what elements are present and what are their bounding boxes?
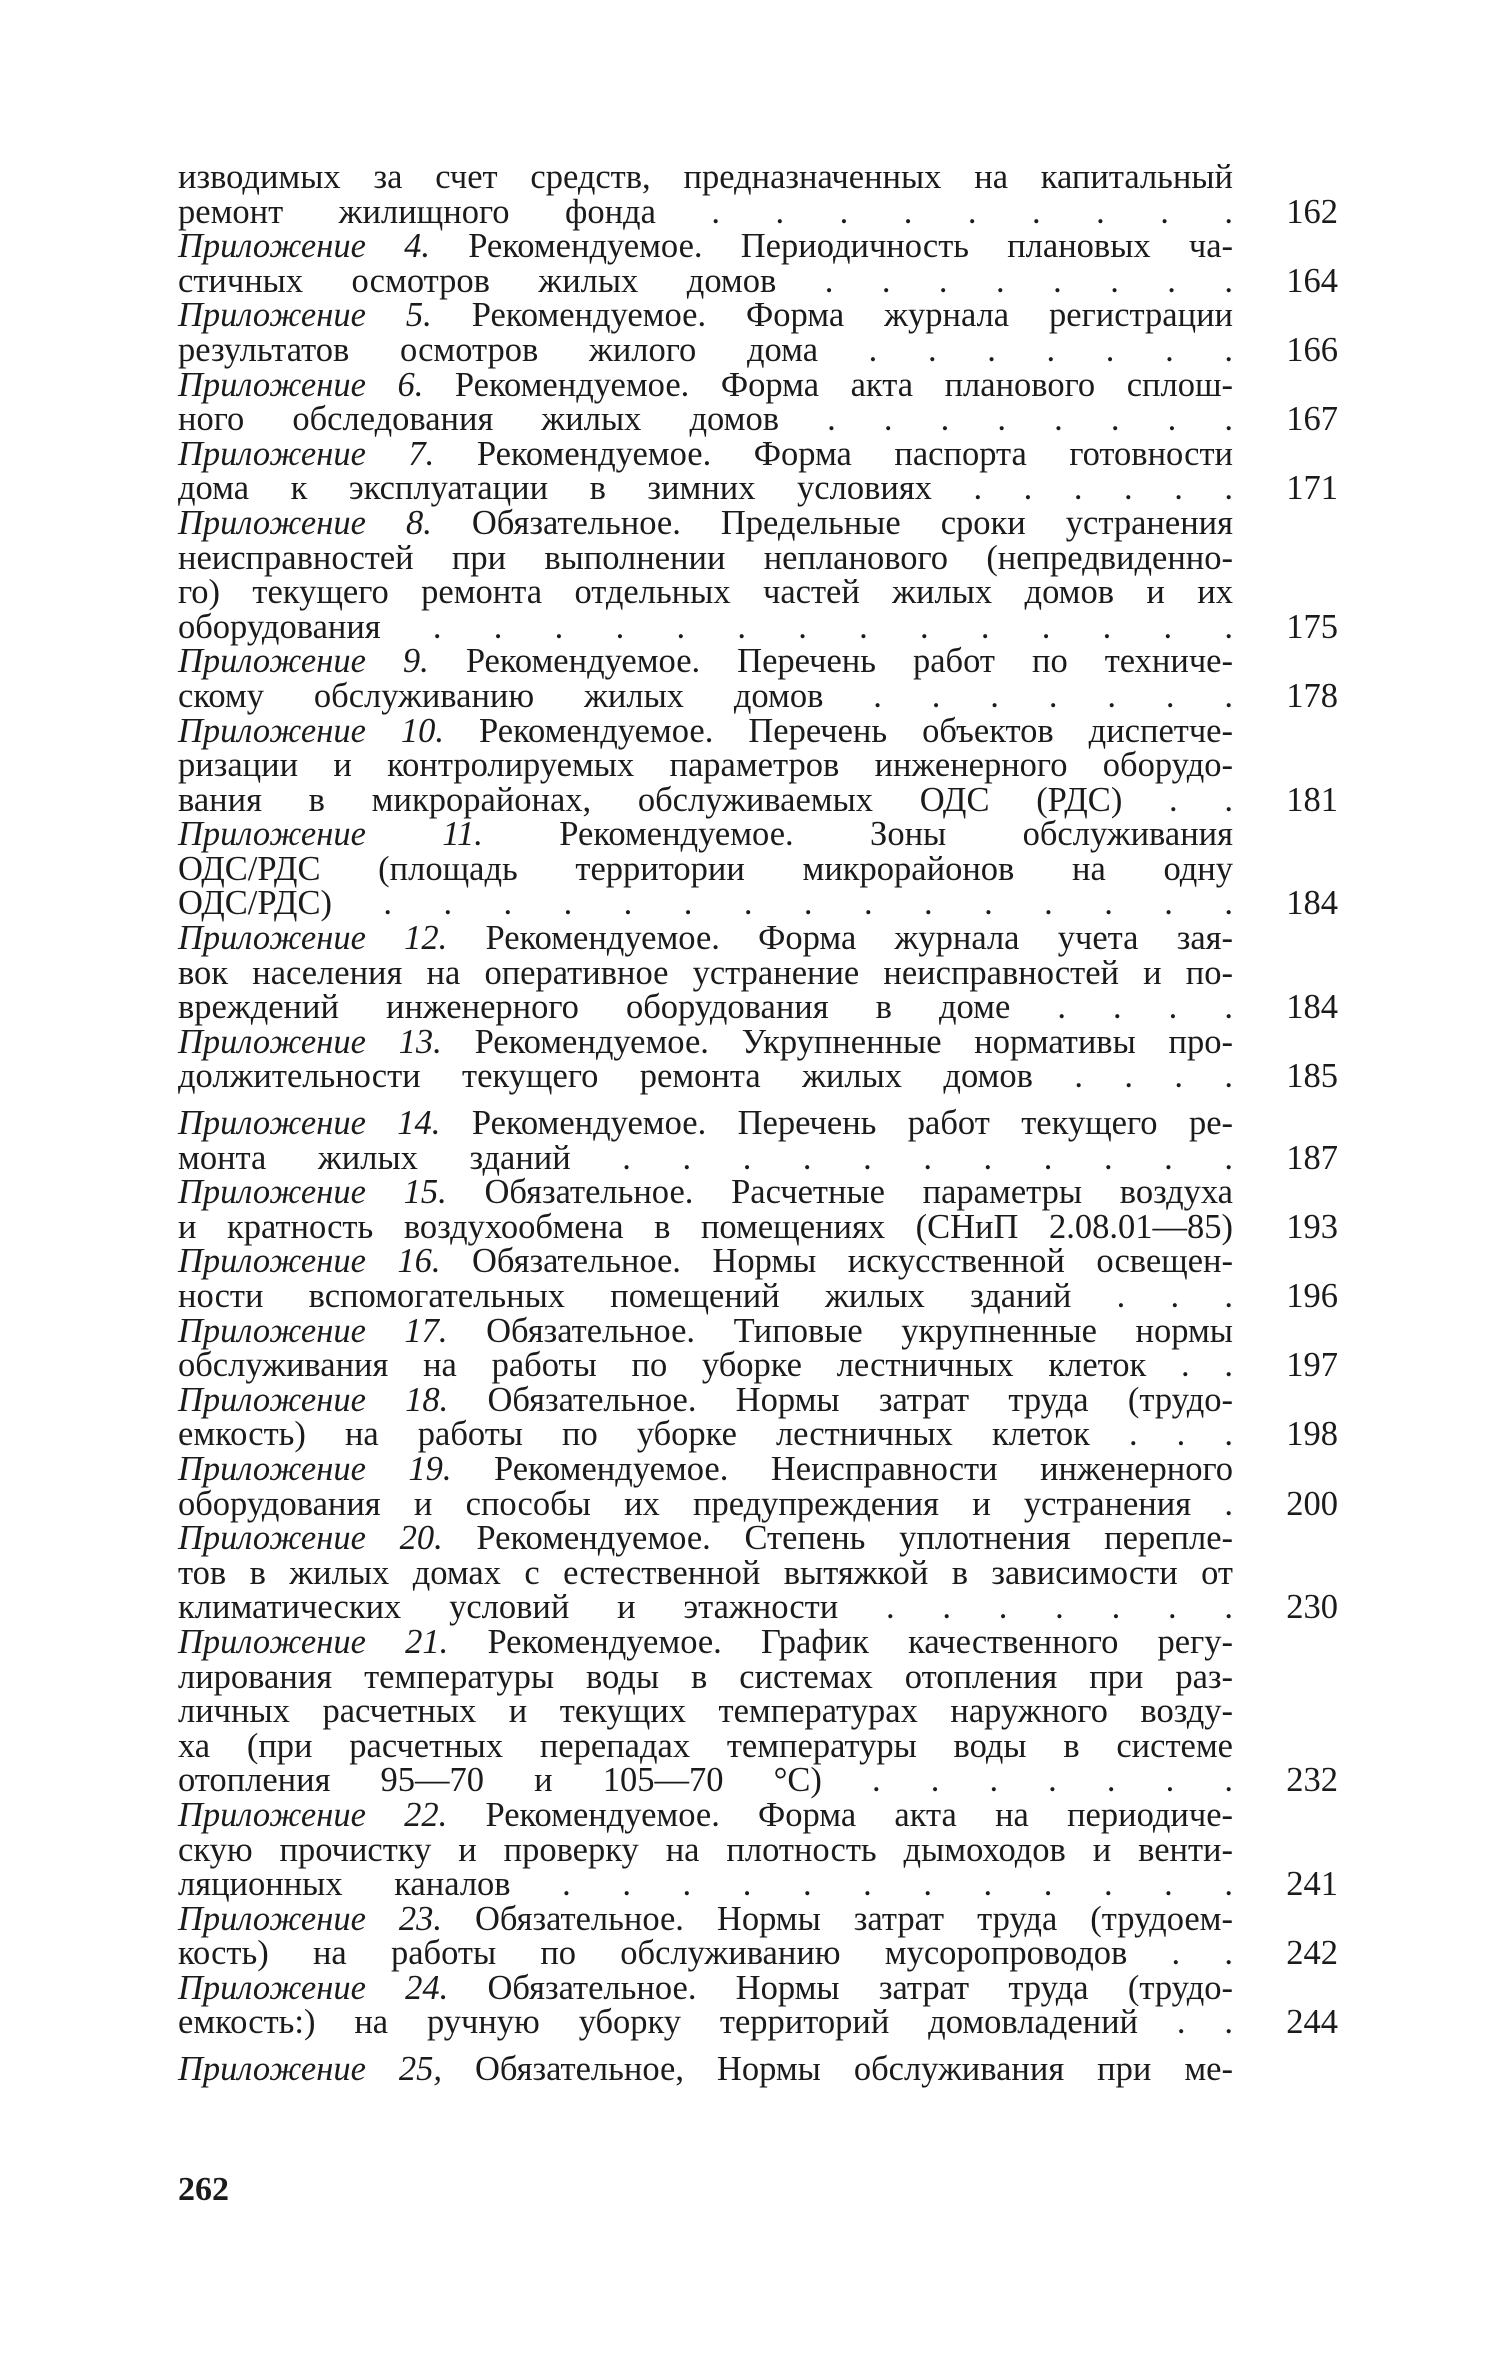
toc-entry bbox=[178, 229, 1338, 298]
toc-entry-page-number: 178 bbox=[1286, 676, 1338, 715]
toc-entry bbox=[178, 644, 1338, 713]
toc-entry-line-text: Обязательное, Нормы обслуживания при ме- bbox=[442, 2050, 1233, 2089]
toc-entry-line-text: емкость:) на ручную уборку территорий домовладений . . bbox=[178, 2003, 1233, 2042]
toc-entry-line bbox=[178, 1175, 1233, 1210]
toc-entry-page-number: 167 bbox=[1286, 400, 1338, 439]
toc-entry bbox=[178, 503, 1338, 646]
toc-entry-text bbox=[178, 1380, 1233, 1454]
appendix-label: Приложение 20. bbox=[178, 1519, 443, 1558]
toc-entry-line-text: ха (при расчетных перепадах температуры воды в системе bbox=[178, 1726, 1233, 1765]
toc-entry-line bbox=[178, 365, 1234, 404]
toc-entry-line-text: кость) на работы по обслуживанию мусоропроводов . . bbox=[178, 1934, 1233, 1973]
toc-entry-line bbox=[178, 1899, 1233, 1938]
toc-entry-line-text: ОДС/РДС (площадь территории микрорайонов на одну bbox=[178, 849, 1233, 888]
toc-entry-line-text: Рекомендуемое. Форма журнала учета зая- bbox=[447, 919, 1233, 958]
toc-entry-line bbox=[178, 1348, 1233, 1383]
toc-entry-page-number: 181 bbox=[1286, 780, 1338, 819]
toc-entry-page-number: 184 bbox=[1286, 884, 1338, 923]
toc-entry bbox=[178, 1449, 1338, 1523]
toc-entry-text bbox=[178, 1622, 1233, 1800]
toc-entry-page-number: 164 bbox=[1286, 261, 1338, 300]
toc-entry-line bbox=[178, 1867, 1233, 1902]
toc-entry-line-text: ОДС/РДС) . . . . . . . . . . . . . . . bbox=[178, 884, 1233, 923]
toc-entry-line bbox=[178, 471, 1233, 506]
toc-entry-page-number: 200 bbox=[1286, 1484, 1338, 1523]
page-number: 262 bbox=[178, 2171, 229, 2208]
toc-entry-text bbox=[178, 1795, 1233, 1904]
toc-entry-line bbox=[178, 644, 1233, 679]
toc-entry-line-text: Обязательное. Нормы затрат труда (трудо- bbox=[448, 1380, 1233, 1419]
appendix-label: Приложение 10. bbox=[178, 711, 445, 750]
toc-entry-line bbox=[178, 434, 1233, 473]
toc-entry-line-text: Рекомендуемое. Форма паспорта готовности bbox=[434, 434, 1233, 473]
toc-entry-page-number: 244 bbox=[1286, 2003, 1338, 2042]
appendix-label: Приложение 24. bbox=[178, 1968, 449, 2007]
toc-entry bbox=[178, 160, 1338, 229]
appendix-label: Приложение 21. bbox=[178, 1622, 449, 1661]
toc-entry-text bbox=[178, 229, 1233, 298]
toc-entry-line bbox=[178, 817, 1233, 852]
appendix-label: Приложение 9. bbox=[178, 642, 429, 681]
appendix-label: Приложение 7. bbox=[178, 434, 435, 473]
toc-entry-line-text: Обязательное. Расчетные параметры воздуха bbox=[446, 1173, 1233, 1212]
toc-entry-line-text: климатических условий и этажности . . . . . . . bbox=[178, 1588, 1233, 1627]
toc-entry-line bbox=[178, 538, 1233, 577]
toc-entry-line-text: Рекомендуемое. Перечень работ текущего ре- bbox=[440, 1104, 1233, 1143]
toc-entry-line-text: тов в жилых домах с естественной вытяжкой в зависимости от bbox=[178, 1553, 1233, 1592]
toc-entry-line-text: Рекомендуемое. Форма акта планового сплош- bbox=[423, 365, 1234, 404]
toc-entry bbox=[178, 1899, 1338, 1973]
toc-entry bbox=[178, 434, 1338, 508]
toc-entry-line-text: вания в микрорайонах, обслуживаемых ОДС (РДС) . . bbox=[178, 780, 1233, 819]
appendix-label: Приложение 25, bbox=[178, 2050, 443, 2089]
appendix-label: Приложение 23. bbox=[178, 1899, 443, 1938]
toc-entry-text bbox=[178, 1899, 1233, 1973]
toc-entry-page-number: 230 bbox=[1286, 1588, 1338, 1627]
appendix-label: Приложение 17. bbox=[178, 1311, 448, 1350]
toc-entry-line bbox=[178, 2005, 1233, 2040]
toc-entry-line-text: Обязательное. Нормы искусственной освещен- bbox=[440, 1242, 1233, 1281]
toc-entry-line-text: Обязательное. Предельные сроки устранения bbox=[431, 503, 1233, 542]
toc-entry-text bbox=[178, 298, 1233, 367]
toc-entry-text bbox=[178, 1175, 1233, 1244]
toc-entry-page-number: 196 bbox=[1286, 1277, 1338, 1315]
toc-entry-line bbox=[178, 402, 1233, 437]
toc-entry-line bbox=[178, 1521, 1233, 1556]
toc-entry-line bbox=[178, 575, 1233, 610]
toc-entry-page-number: 171 bbox=[1286, 469, 1338, 508]
toc-entry-text bbox=[178, 644, 1233, 713]
toc-entry-line-text: скую прочистку и проверку на плотность дымоходов и венти- bbox=[178, 1830, 1233, 1869]
appendix-label: Приложение 6. bbox=[178, 365, 424, 404]
toc-entry-line-text: Рекомендуемое. Форма журнала регистрации bbox=[431, 296, 1233, 335]
toc-entry bbox=[178, 1106, 1338, 1175]
toc-entry-line bbox=[178, 1207, 1233, 1246]
toc-entry-line bbox=[178, 1694, 1233, 1729]
toc-entry-text bbox=[178, 434, 1233, 508]
toc-entry-line bbox=[178, 1657, 1233, 1696]
toc-entry-line-text: вреждений инженерного оборудования в доме . . . . bbox=[178, 988, 1233, 1027]
toc-entry-line bbox=[178, 1795, 1233, 1834]
toc-entry bbox=[178, 1022, 1338, 1096]
toc-entry-line-text: Рекомендуемое. Форма акта на периодиче- bbox=[447, 1795, 1233, 1834]
toc-entry-line bbox=[178, 780, 1233, 819]
toc-entry-line bbox=[178, 676, 1233, 715]
toc-entry-text bbox=[178, 1521, 1233, 1625]
toc-entry-line-text: ного обследования жилых домов . . . . . . . . bbox=[178, 400, 1233, 439]
toc-entry-line bbox=[178, 503, 1233, 542]
toc-entry-text bbox=[178, 1968, 1233, 2042]
toc-entry-line bbox=[178, 849, 1233, 888]
table-of-contents bbox=[178, 160, 1338, 2087]
toc-entry-line bbox=[178, 1830, 1233, 1869]
toc-entry bbox=[178, 1622, 1338, 1800]
toc-entry-line-text: ности вспомогательных помещений жилых зданий . . . bbox=[178, 1277, 1233, 1315]
toc-entry-line bbox=[178, 953, 1233, 992]
toc-entry-line bbox=[178, 298, 1233, 333]
toc-entry-line-text: Рекомендуемое. Перечень объектов диспетче- bbox=[444, 711, 1233, 750]
toc-entry-text bbox=[178, 817, 1233, 921]
toc-entry-line-text: ляционных каналов . . . . . . . . . . . . bbox=[178, 1865, 1233, 1904]
toc-entry-line-text: неисправностей при выполнении непланового (непредвиденно- bbox=[178, 538, 1233, 577]
toc-entry-text bbox=[178, 921, 1233, 1025]
toc-entry-line-text: монта жилых зданий . . . . . . . . . . . bbox=[178, 1138, 1233, 1177]
toc-entry-page-number: 184 bbox=[1286, 988, 1338, 1027]
toc-entry-line bbox=[178, 1244, 1233, 1279]
toc-entry-line-text: обслуживания на работы по уборке лестничных клеток . . bbox=[178, 1346, 1233, 1385]
toc-entry-line-text: Рекомендуемое. Зоны обслуживания bbox=[482, 815, 1233, 854]
toc-entry-line-text: ремонт жилищного фонда . . . . . . . . . bbox=[178, 192, 1233, 231]
toc-entry-line-text: и кратность воздухообмена в помещениях (СНиП 2.08.01—85) bbox=[178, 1207, 1233, 1246]
toc-entry-text bbox=[178, 1244, 1233, 1313]
toc-entry-line-text: Рекомендуемое. График качественного регу- bbox=[448, 1622, 1233, 1661]
toc-entry-page-number: 162 bbox=[1286, 192, 1338, 231]
appendix-label: Приложение 8. bbox=[178, 503, 432, 542]
toc-entry-text bbox=[178, 711, 1233, 819]
toc-entry-line-text: Рекомендуемое. Степень уплотнения перепле- bbox=[442, 1519, 1234, 1558]
toc-entry-line-text: Обязательное. Нормы затрат труда (трудоем- bbox=[442, 1899, 1233, 1938]
appendix-label: Приложение 19. bbox=[178, 1449, 452, 1488]
appendix-label: Приложение 22. bbox=[178, 1795, 448, 1834]
toc-entry-line-text: го) текущего ремонта отдельных частей жилых домов и их bbox=[178, 573, 1233, 612]
toc-entry-page-number: 242 bbox=[1286, 1934, 1338, 1973]
toc-entry-line-text: дома к эксплуатации в зимних условиях . . . . . . bbox=[178, 469, 1233, 508]
toc-entry-line bbox=[178, 229, 1233, 264]
toc-entry-line-text: Рекомендуемое. Укрупненные нормативы про- bbox=[441, 1022, 1233, 1061]
toc-entry-page-number: 166 bbox=[1286, 330, 1338, 369]
toc-entry-page-number: 193 bbox=[1286, 1207, 1338, 1246]
toc-entry-text bbox=[178, 1311, 1233, 1385]
toc-entry bbox=[178, 1175, 1338, 1244]
toc-entry-text bbox=[178, 160, 1233, 229]
toc-entry-line bbox=[178, 1059, 1233, 1094]
toc-entry bbox=[178, 1968, 1338, 2042]
toc-entry-line bbox=[178, 748, 1233, 783]
toc-entry-line bbox=[178, 1968, 1233, 2007]
toc-entry-text bbox=[178, 2052, 1233, 2087]
toc-entry-page-number: 185 bbox=[1286, 1057, 1338, 1096]
toc-entry-page-number: 197 bbox=[1286, 1346, 1338, 1385]
toc-entry bbox=[178, 1380, 1338, 1454]
toc-entry-line-text: должительности текущего ремонта жилых домов . . . . bbox=[178, 1057, 1233, 1096]
toc-entry-line-text: ризации и контролируемых параметров инженерного оборудо- bbox=[178, 746, 1233, 785]
toc-entry-line-text: стичных осмотров жилых домов . . . . . . . . bbox=[178, 261, 1233, 300]
toc-entry-text bbox=[178, 503, 1233, 646]
toc-entry bbox=[178, 1311, 1338, 1385]
toc-entry-line-text: оборудования . . . . . . . . . . . . . . bbox=[178, 607, 1233, 646]
toc-entry-line bbox=[178, 886, 1233, 921]
appendix-label: Приложение 16. bbox=[178, 1242, 441, 1281]
toc-entry-line bbox=[178, 990, 1233, 1025]
toc-entry-line bbox=[178, 1106, 1233, 1141]
toc-entry-line-text: оборудования и способы их предупреждения и устранения . bbox=[178, 1484, 1233, 1523]
toc-entry-line-text: вок населения на оперативное устранение неисправностей и по- bbox=[178, 953, 1233, 992]
appendix-label: Приложение 15. bbox=[178, 1173, 447, 1212]
toc-entry bbox=[178, 2052, 1338, 2087]
appendix-label: Приложение 5. bbox=[178, 296, 432, 335]
appendix-label: Приложение 13. bbox=[178, 1022, 442, 1061]
toc-entry-line bbox=[178, 1590, 1233, 1625]
toc-entry-line bbox=[178, 1763, 1233, 1798]
toc-entry bbox=[178, 817, 1338, 921]
appendix-label: Приложение 4. bbox=[178, 227, 430, 266]
appendix-label: Приложение 14. bbox=[178, 1104, 441, 1143]
toc-entry-line bbox=[178, 1279, 1233, 1314]
toc-entry-page-number: 232 bbox=[1286, 1761, 1338, 1800]
toc-entry-line bbox=[178, 921, 1233, 956]
toc-entry-text bbox=[178, 1106, 1233, 1175]
toc-entry bbox=[178, 711, 1338, 819]
toc-entry-line bbox=[178, 1380, 1233, 1419]
toc-entry-line-text: скому обслуживанию жилых домов . . . . . . . bbox=[178, 676, 1233, 715]
toc-entry-line-text: Рекомендуемое. Перечень работ по техниче- bbox=[428, 642, 1233, 681]
toc-entry-page-number: 198 bbox=[1286, 1415, 1338, 1454]
toc-entry-line bbox=[178, 711, 1233, 750]
toc-entry-text bbox=[178, 1022, 1233, 1096]
toc-entry-page-number: 187 bbox=[1286, 1138, 1338, 1177]
toc-entry-line bbox=[178, 1726, 1233, 1765]
toc-entry-line bbox=[178, 1484, 1233, 1523]
toc-entry bbox=[178, 365, 1338, 439]
toc-entry-page-number: 175 bbox=[1286, 607, 1338, 646]
toc-entry-page-number: 241 bbox=[1286, 1865, 1338, 1904]
toc-entry-line bbox=[178, 1449, 1233, 1488]
toc-entry-line bbox=[178, 1022, 1233, 1061]
toc-entry-text bbox=[178, 365, 1234, 439]
toc-entry-line-text: отопления 95—70 и 105—70 °С) . . . . . . . bbox=[178, 1761, 1233, 1800]
toc-entry bbox=[178, 1795, 1338, 1904]
toc-entry-text bbox=[178, 1449, 1233, 1523]
toc-entry-line bbox=[178, 261, 1233, 300]
toc-entry-line-text: Рекомендуемое. Периодичность плановых ча- bbox=[429, 227, 1233, 266]
toc-entry-line bbox=[178, 1417, 1233, 1452]
toc-entry-line bbox=[178, 192, 1233, 231]
toc-entry-line bbox=[178, 2052, 1233, 2087]
toc-entry-line-text: лирования температуры воды в системах отопления при раз- bbox=[178, 1657, 1233, 1696]
toc-entry-line bbox=[178, 1553, 1233, 1592]
toc-entry-line bbox=[178, 607, 1233, 646]
toc-entry-line-text: емкость) на работы по уборке лестничных клеток . . . bbox=[178, 1415, 1233, 1454]
toc-entry bbox=[178, 1244, 1338, 1313]
appendix-label: Приложение 12. bbox=[178, 919, 448, 958]
toc-entry bbox=[178, 921, 1338, 1025]
appendix-label: Приложение 18. bbox=[178, 1380, 449, 1419]
toc-entry-line-text: Обязательное. Нормы затрат труда (трудо- bbox=[448, 1968, 1233, 2007]
toc-entry-line-text: Обязательное. Типовые укрупненные нормы bbox=[447, 1311, 1233, 1350]
toc-entry-line-text: результатов осмотров жилого дома . . . . . . . bbox=[178, 330, 1233, 369]
toc-entry bbox=[178, 1521, 1338, 1625]
toc-entry-line bbox=[178, 1311, 1233, 1350]
toc-entry-line-text: изводимых за счет средств, предназначенных на капитальный bbox=[178, 158, 1233, 196]
toc-entry-line-text: Рекомендуемое. Неисправности инженерного bbox=[451, 1449, 1233, 1488]
toc-entry-line bbox=[178, 1936, 1233, 1971]
toc-entry-line bbox=[178, 1138, 1233, 1177]
toc-entry-line-text: личных расчетных и текущих температурах наружного возду- bbox=[178, 1692, 1233, 1731]
toc-entry bbox=[178, 298, 1338, 367]
toc-entry-line bbox=[178, 1622, 1233, 1661]
toc-entry-line bbox=[178, 330, 1233, 369]
toc-entry-line bbox=[178, 160, 1233, 195]
appendix-label: Приложение 11. bbox=[178, 815, 483, 854]
